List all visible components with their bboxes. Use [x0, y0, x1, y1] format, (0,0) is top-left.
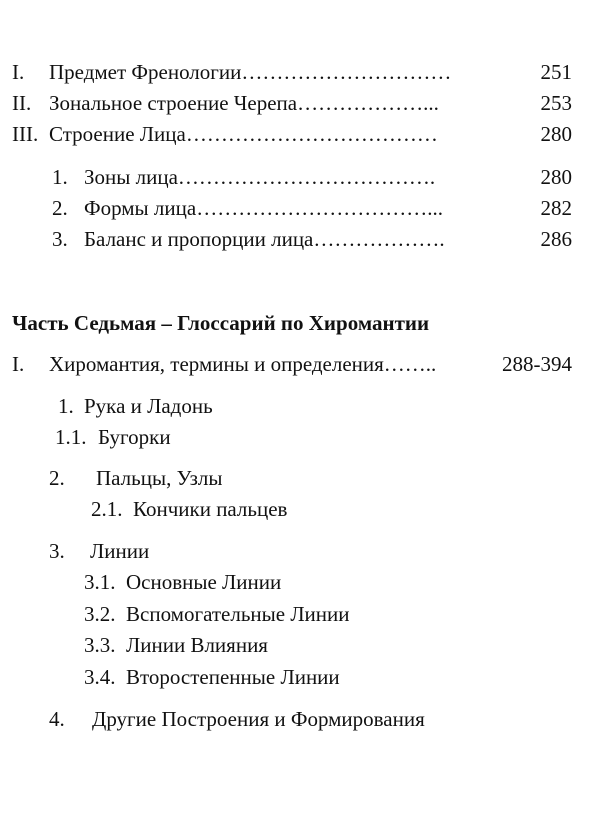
toc-subentry	[0, 165, 591, 189]
toc-entry	[0, 91, 591, 115]
toc-item-title: Другие Построения и Формирования	[92, 707, 425, 731]
toc-entry-title: Хиромантия, термины и определения……..	[49, 352, 437, 376]
toc-subentry	[0, 196, 591, 220]
toc-item-number: 3.1.	[84, 570, 116, 594]
toc-item-title: Кончики пальцев	[133, 497, 288, 521]
toc-item-title: Второстепенные Линии	[126, 665, 340, 689]
toc-entry-page: 282	[540, 196, 572, 220]
toc-item-title: Бугорки	[98, 425, 171, 449]
toc-entry-number: 3.	[52, 227, 68, 251]
toc-item-title: Рука и Ладонь	[84, 394, 213, 418]
toc-item-number: 1.1.	[55, 425, 87, 449]
toc-item-number: 3.4.	[84, 665, 116, 689]
toc-entry-title: Формы лица……………………………...	[84, 196, 443, 220]
toc-item-number: 4.	[49, 707, 65, 731]
toc-entry-page: 288-394	[502, 352, 572, 376]
toc-entry-title: Зоны лица……………………………….	[84, 165, 436, 189]
toc-item-title: Пальцы, Узлы	[96, 466, 223, 490]
toc-item-title: Основные Линии	[126, 570, 282, 594]
toc-item-number: 1.	[58, 394, 74, 418]
toc-entry-number: 2.	[52, 196, 68, 220]
toc-item-number: 2.	[49, 466, 65, 490]
toc-entry-title: Строение Лица………………………………	[49, 122, 438, 146]
toc-entry-page: 253	[540, 91, 572, 115]
toc-entry-number: III.	[12, 122, 39, 146]
part-heading: Часть Седьмая – Глоссарий по Хиромантии	[12, 311, 430, 335]
toc-entry-title: Баланс и пропорции лица……………….	[84, 227, 445, 251]
toc-entry-number: II.	[12, 91, 32, 115]
toc-entry	[0, 352, 591, 376]
toc-entry-page: 251	[540, 60, 572, 84]
toc-item-title: Линии Влияния	[126, 633, 268, 657]
toc-entry-number: I.	[12, 352, 25, 376]
toc-item-number: 3.2.	[84, 602, 116, 626]
toc-entry	[0, 122, 591, 146]
toc-item-number: 2.1.	[91, 497, 123, 521]
toc-item-number: 3.	[49, 539, 65, 563]
toc-item-title: Линии	[90, 539, 150, 563]
toc-entry-number: 1.	[52, 165, 68, 189]
toc-entry	[0, 60, 591, 84]
toc-entry-page: 280	[540, 165, 572, 189]
toc-entry-page: 286	[540, 227, 572, 251]
toc-subentry	[0, 227, 591, 251]
toc-entry-title: Зональное строение Черепа………………...	[49, 91, 439, 115]
toc-entry-title: Предмет Френологии…………………………	[49, 60, 452, 84]
toc-item-number: 3.3.	[84, 633, 116, 657]
toc-item-title: Вспомогательные Линии	[126, 602, 350, 626]
toc-entry-page: 280	[540, 122, 572, 146]
toc-entry-number: I.	[12, 60, 25, 84]
